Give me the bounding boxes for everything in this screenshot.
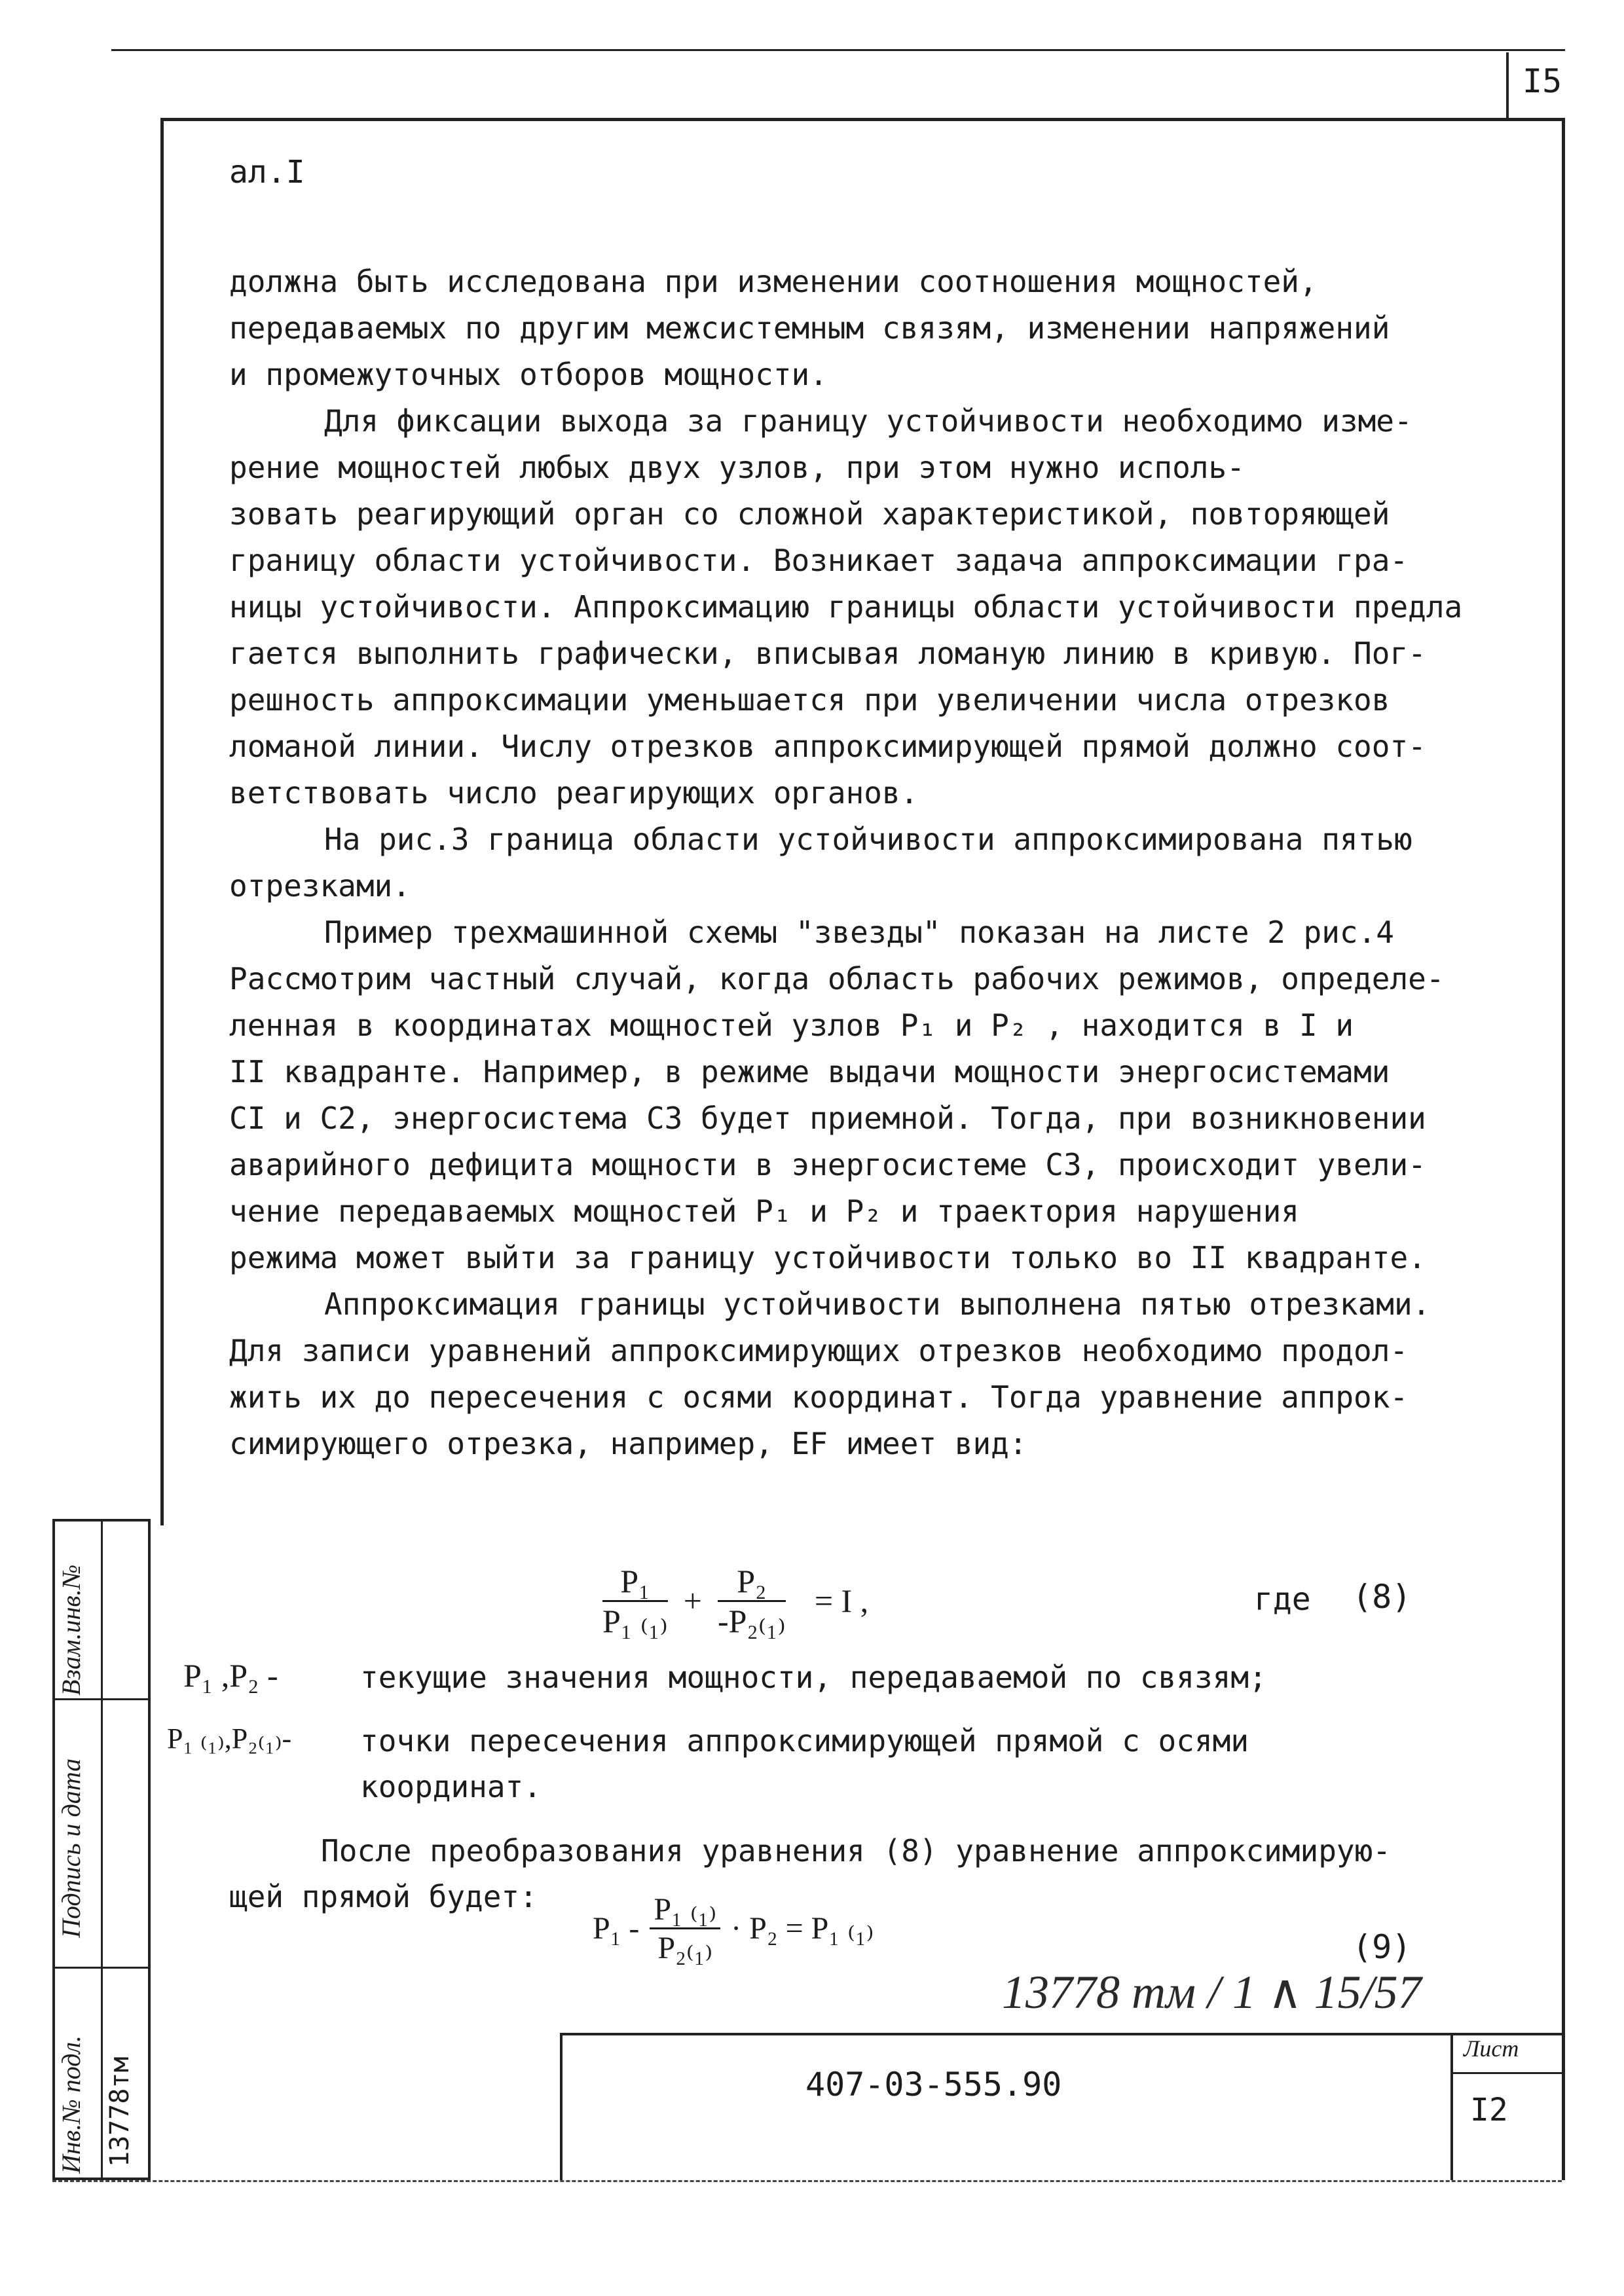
- eq8-where: где: [1254, 1581, 1311, 1618]
- body-line: передаваемых по другим межсистемным связям, изменении напряжений: [229, 310, 1390, 346]
- body-line: рение мощностей любых двух узлов, при этом нужно исполь-: [229, 450, 1245, 485]
- frame-top: [160, 118, 1562, 121]
- body-line: ветствовать число реагирующих органов.: [229, 775, 919, 811]
- body-line: Для фиксации выхода за границу устойчивости необходимо изме-: [324, 403, 1412, 439]
- eq9-rest: · P₂ = P₁ ₍₁₎: [731, 1911, 874, 1946]
- body-line: и промежуточных отборов мощности.: [229, 357, 828, 392]
- body-line: ницы устойчивости. Аппроксимацию границы области устойчивости предла: [229, 589, 1463, 625]
- body-line: симирующего отрезка, например, EF имеет вид:: [229, 1426, 1027, 1461]
- eq8-numerator-1: P₁: [602, 1562, 668, 1602]
- eq8-fraction-1: [602, 1562, 668, 1640]
- body-line: Рассмотрим частный случай, когда область рабочих режимов, определе-: [229, 961, 1445, 996]
- body-line: Для записи уравнений аппроксимирующих отрезков необходимо продол-: [229, 1333, 1409, 1368]
- body-line: гается выполнить графически, вписывая ломаную линию в кривую. Пог-: [229, 636, 1426, 671]
- side-stamp-label-1: Взам.инв.№: [56, 1564, 86, 1696]
- sheet-label: Лист: [1464, 2035, 1519, 2062]
- document-code: 407-03-555.90: [805, 2066, 1062, 2104]
- after-defs-line-1: После преобразования уравнения (8) уравнение аппроксимирую-: [321, 1833, 1391, 1868]
- body-line: Пример трехмашинной схемы "звезды" показан на листе 2 рис.4: [324, 915, 1394, 950]
- page-number-box-left: [1506, 52, 1509, 118]
- eq8-denominator-1: P₁ ₍₁₎: [602, 1602, 668, 1639]
- page-number: I5: [1522, 62, 1562, 100]
- eq9-number: (9): [1352, 1928, 1412, 1966]
- body-line: режима может выйти за границу устойчивости только во II квадранте.: [229, 1240, 1426, 1275]
- eq8-fraction-2: [718, 1562, 786, 1640]
- eq9-numerator: P₁ ₍₁₎: [650, 1891, 720, 1929]
- definition-text-2b: координат.: [360, 1769, 542, 1804]
- eq8-plus: +: [683, 1582, 702, 1619]
- equation-9: [593, 1872, 874, 1984]
- stamp-sheet-line: [1450, 2072, 1562, 2074]
- side-stamp-divider-1: [101, 1522, 103, 2178]
- eq8-denominator-2: -P₂₍₁₎: [717, 1602, 786, 1639]
- frame-right: [1562, 118, 1565, 2180]
- bottom-rule: [52, 2180, 1562, 2182]
- eq9-fraction: [650, 1891, 720, 1966]
- body-line: зовать реагирующий орган со сложной характеристикой, повторяющей: [229, 496, 1390, 532]
- side-stamp-inv-number: 13778тм: [105, 2056, 135, 2167]
- eq9-denominator: P₂₍₁₎: [657, 1930, 713, 1965]
- body-line: ломаной линии. Числу отрезков аппроксимирующей прямой должно соот-: [229, 729, 1426, 764]
- definition-symbol-2: P₁ ₍₁₎,P₂₍₁₎-: [167, 1722, 292, 1755]
- side-stamp-label-2: Подпись и дата: [56, 1758, 86, 1938]
- body-text: [229, 259, 1526, 1467]
- handwritten-note: 13778 тм / 1 ∧ 15/57: [1002, 1966, 1422, 2018]
- eq8-rhs: = I ,: [814, 1582, 869, 1619]
- equation-8: [602, 1545, 868, 1656]
- body-line: границу области устойчивости. Возникает задача аппроксимации гра-: [229, 543, 1409, 578]
- definition-text-1: текущие значения мощности, передаваемой по связям;: [360, 1660, 1267, 1695]
- eq8-numerator-2: P₂: [718, 1562, 786, 1602]
- definition-symbol-1: P₁ ,P₂ -: [183, 1657, 278, 1694]
- section-label: ал.I: [229, 154, 305, 191]
- after-defs-line-2: щей прямой будет:: [229, 1879, 538, 1914]
- frame-left: [160, 118, 164, 1525]
- body-line: отрезками.: [229, 868, 411, 903]
- stamp-left-line: [560, 2033, 563, 2180]
- definition-text-2: точки пересечения аппроксимирующей прямой с осями: [360, 1723, 1249, 1758]
- body-line: II квадранте. Например, в режиме выдачи мощности энергосистемами: [229, 1054, 1390, 1089]
- body-line: Аппроксимация границы устойчивости выполнена пятью отрезками.: [324, 1286, 1431, 1322]
- eq8-number: (8): [1352, 1578, 1412, 1616]
- side-stamp-row-2: [55, 1967, 148, 1969]
- body-line: На рис.3 граница области устойчивости аппроксимирована пятью: [324, 822, 1412, 857]
- side-stamp-label-3: Инв.№ подл.: [56, 2035, 86, 2174]
- body-line: чение передаваемых мощностей P₁ и P₂ и траектория нарушения: [229, 1194, 1299, 1229]
- body-line: жить их до пересечения с осями координат. Тогда уравнение аппрок-: [229, 1379, 1409, 1415]
- body-line: аварийного дефицита мощности в энергосистеме C3, происходит увели-: [229, 1147, 1426, 1182]
- top-rule: [111, 49, 1565, 51]
- eq9-lhs: P₁ -: [593, 1910, 640, 1946]
- body-line: решность аппроксимации уменьшается при увеличении числа отрезков: [229, 682, 1390, 718]
- stamp-top-line: [560, 2033, 1562, 2035]
- body-line: должна быть исследована при изменении соотношения мощностей,: [229, 264, 1318, 299]
- body-line: ленная в координатах мощностей узлов P₁ и P₂ , находится в I и: [229, 1008, 1354, 1043]
- body-line: CI и C2, энергосистема C3 будет приемной. Тогда, при возникновении: [229, 1101, 1426, 1136]
- stamp-sheet-divider: [1450, 2033, 1453, 2180]
- side-stamp-row-1: [55, 1698, 148, 1700]
- sheet-number: I2: [1470, 2092, 1508, 2128]
